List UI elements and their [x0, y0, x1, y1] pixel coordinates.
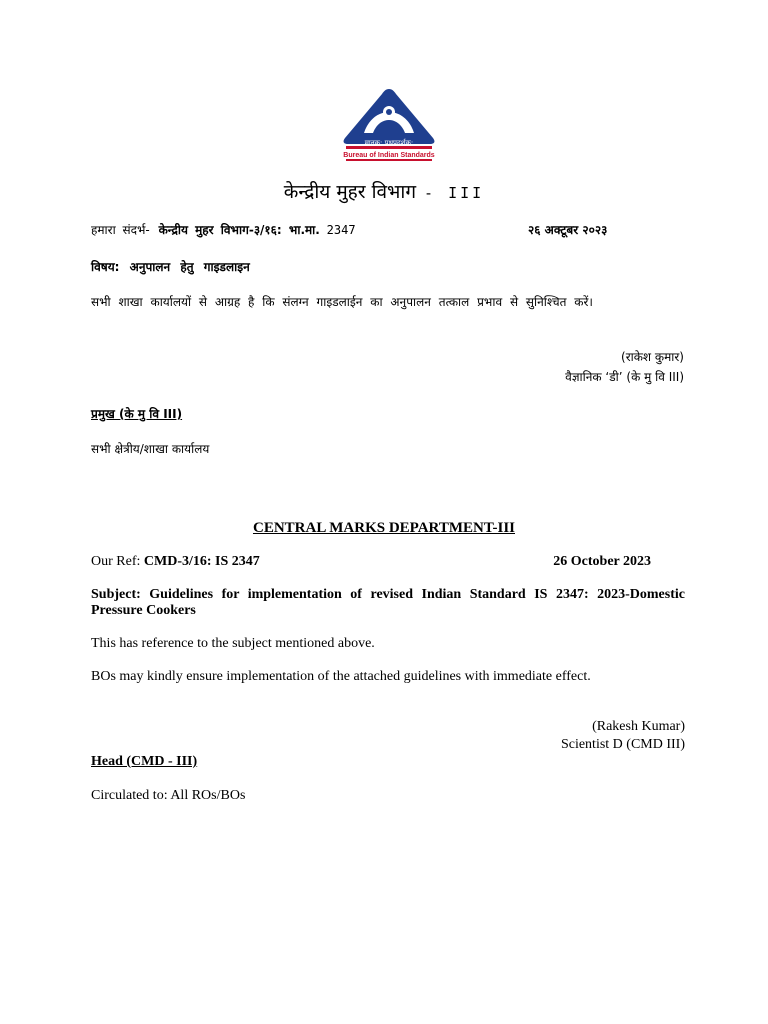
logo-hindi-text: मानक: पथप्रदर्शक:: [364, 139, 414, 147]
hindi-subject: विषय: अनुपालन हेतु गाइडलाइन: [91, 260, 250, 274]
english-signatory-name: (Rakesh Kumar): [592, 719, 685, 734]
hindi-reference: [91, 221, 356, 238]
english-subject: Subject: Guidelines for implementation of revised Indian Standard IS 2347: 2023-Domestic Pressure Cookers: [91, 587, 685, 618]
bis-logo: [340, 86, 438, 162]
english-title: CENTRAL MARKS DEPARTMENT-III: [252, 520, 515, 536]
hindi-ref-label: हमारा संदर्भ-: [91, 223, 150, 237]
hindi-title-suffix: - III: [424, 184, 485, 202]
hindi-title: [0, 178, 768, 204]
hindi-head: प्रमुख (के मु वि III): [91, 407, 183, 421]
english-circulated: Circulated to: All ROs/BOs: [91, 788, 246, 803]
english-paragraph-2: BOs may kindly ensure implementation of the attached guidelines with immediate effect.: [91, 669, 591, 684]
logo-english-text: Bureau of Indian Standards: [343, 152, 435, 159]
hindi-title-text: केन्द्रीय मुहर विभाग: [283, 181, 417, 203]
hindi-date: २६ अक्टूबर २०२३: [528, 223, 608, 237]
english-paragraph-1: This has reference to the subject mentioned above.: [91, 636, 375, 651]
english-ref-value: CMD-3/16: IS 2347: [143, 554, 260, 569]
english-date: 26 October 2023: [553, 554, 651, 569]
hindi-circulated: सभी क्षेत्रीय/शाखा कार्यालय: [91, 442, 210, 456]
english-head: Head (CMD - III): [91, 754, 198, 769]
hindi-body: सभी शाखा कार्यालयों से आग्रह है कि संलग्न गाइडलाईन का अनुपालन तत्काल प्रभाव से सुनिश्चित करें।: [91, 295, 593, 309]
hindi-ref-value: केन्द्रीय मुहर विभाग-३/१६: भा.मा.: [158, 223, 320, 237]
hindi-ref-number: 2347: [326, 223, 356, 237]
english-ref-label: Our Ref:: [91, 554, 144, 569]
english-signatory-designation: Scientist D (CMD III): [560, 737, 685, 752]
hindi-signatory-designation: वैज्ञानिक ‘डी’ (के मु वि III): [565, 370, 684, 384]
hindi-signatory-name: (राकेश कुमार): [621, 350, 684, 364]
